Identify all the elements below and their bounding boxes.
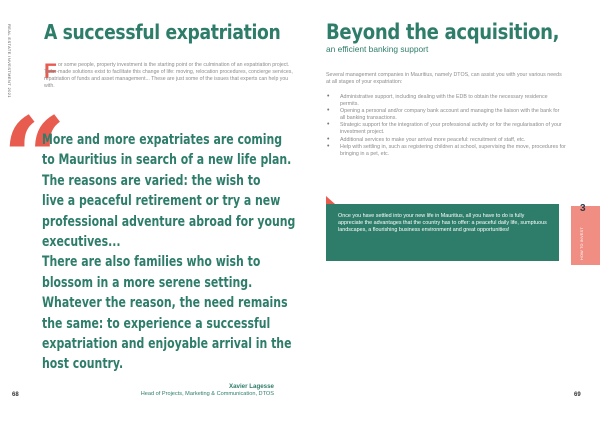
left-page-number: 68 bbox=[12, 392, 19, 398]
services-list bbox=[326, 94, 566, 158]
quote-line: Whatever the reason, the need remains bbox=[42, 295, 288, 312]
right-intro-paragraph: Several management companies in Mauritius, namely DTOS, can assist you with your various needs at all stages of your expatriation: bbox=[326, 72, 562, 86]
section-number: 3 bbox=[580, 203, 586, 214]
section-label-text: HOW TO INVEST bbox=[580, 227, 584, 260]
right-page-number: 69 bbox=[574, 392, 581, 398]
vertical-tag-text: REAL ESTATE INVESTMENT 2021 bbox=[7, 24, 12, 99]
quote-line: live a peaceful retirement or try a new bbox=[42, 193, 281, 210]
left-page-title: A successful expatriation bbox=[44, 20, 281, 44]
quote-line: blossom in a more serene setting. bbox=[42, 274, 253, 291]
quote-author-role: Head of Projects, Marketing & Communication, DTOS bbox=[140, 391, 274, 397]
list-item: • Opening a personal and/or company bank account and managing the liaison with the bank for all banking transactions. bbox=[326, 108, 566, 122]
quote-line: executives... bbox=[42, 234, 121, 251]
left-intro-text: or some people, property investment is the starting point or the culmination of an expatriation project. Tailor-made solutions exist to facilitate this change of life: moving, relocation procedures, concierge services, repatriation of funds and asset management... These are just some of the issues that experts can help you with. bbox=[44, 62, 293, 90]
pull-quote bbox=[42, 130, 296, 375]
dropcap-letter: F bbox=[44, 60, 57, 83]
quote-line: host country. bbox=[42, 356, 124, 373]
quote-author: Xavier Lagesse bbox=[228, 383, 274, 390]
quote-line: professional adventure abroad for young bbox=[42, 213, 296, 230]
quote-mark-icon: “ bbox=[2, 94, 67, 225]
highlight-box-text: Once you have settled into your new life in Mauritius, all you have to do is fully appreciate the advantages that the country has to offer: a peaceful daily life, sumptuous landscapes, a flourishing business environment and great opportunities! bbox=[338, 213, 547, 234]
quote-line: expatriation and enjoyable arrival in the bbox=[42, 336, 292, 353]
quote-line: There are also families who wish to bbox=[42, 254, 261, 271]
list-item: • Administrative support, including dealing with the EDB to obtain the necessary residence permits. bbox=[326, 94, 566, 108]
section-label bbox=[580, 227, 590, 260]
quote-line: the same: to experience a successful bbox=[42, 315, 271, 332]
list-item: • Help with settling in, such as registering children at school, supervising the move, procedures for bringing in a pet, etc. bbox=[326, 144, 566, 158]
quote-line: to Mauritius in search of a new life plan. bbox=[42, 152, 292, 169]
list-item: • Strategic support for the integration of your professional activity or for the regularisation of your investment project. bbox=[326, 122, 566, 136]
quote-line: The reasons are varied: the wish to bbox=[42, 172, 261, 189]
box-corner-accent bbox=[326, 196, 335, 204]
highlight-box bbox=[326, 204, 559, 261]
right-page-subtitle: an efficient banking support bbox=[326, 44, 429, 54]
quote-line: More and more expatriates are coming bbox=[42, 132, 283, 148]
list-item: • Additional services to make your arrival more peaceful: recruitment of staff, etc. bbox=[326, 137, 566, 144]
left-intro-paragraph bbox=[44, 62, 300, 90]
right-page-title: Beyond the acquisition, bbox=[326, 20, 560, 44]
section-side-tab bbox=[571, 203, 600, 265]
